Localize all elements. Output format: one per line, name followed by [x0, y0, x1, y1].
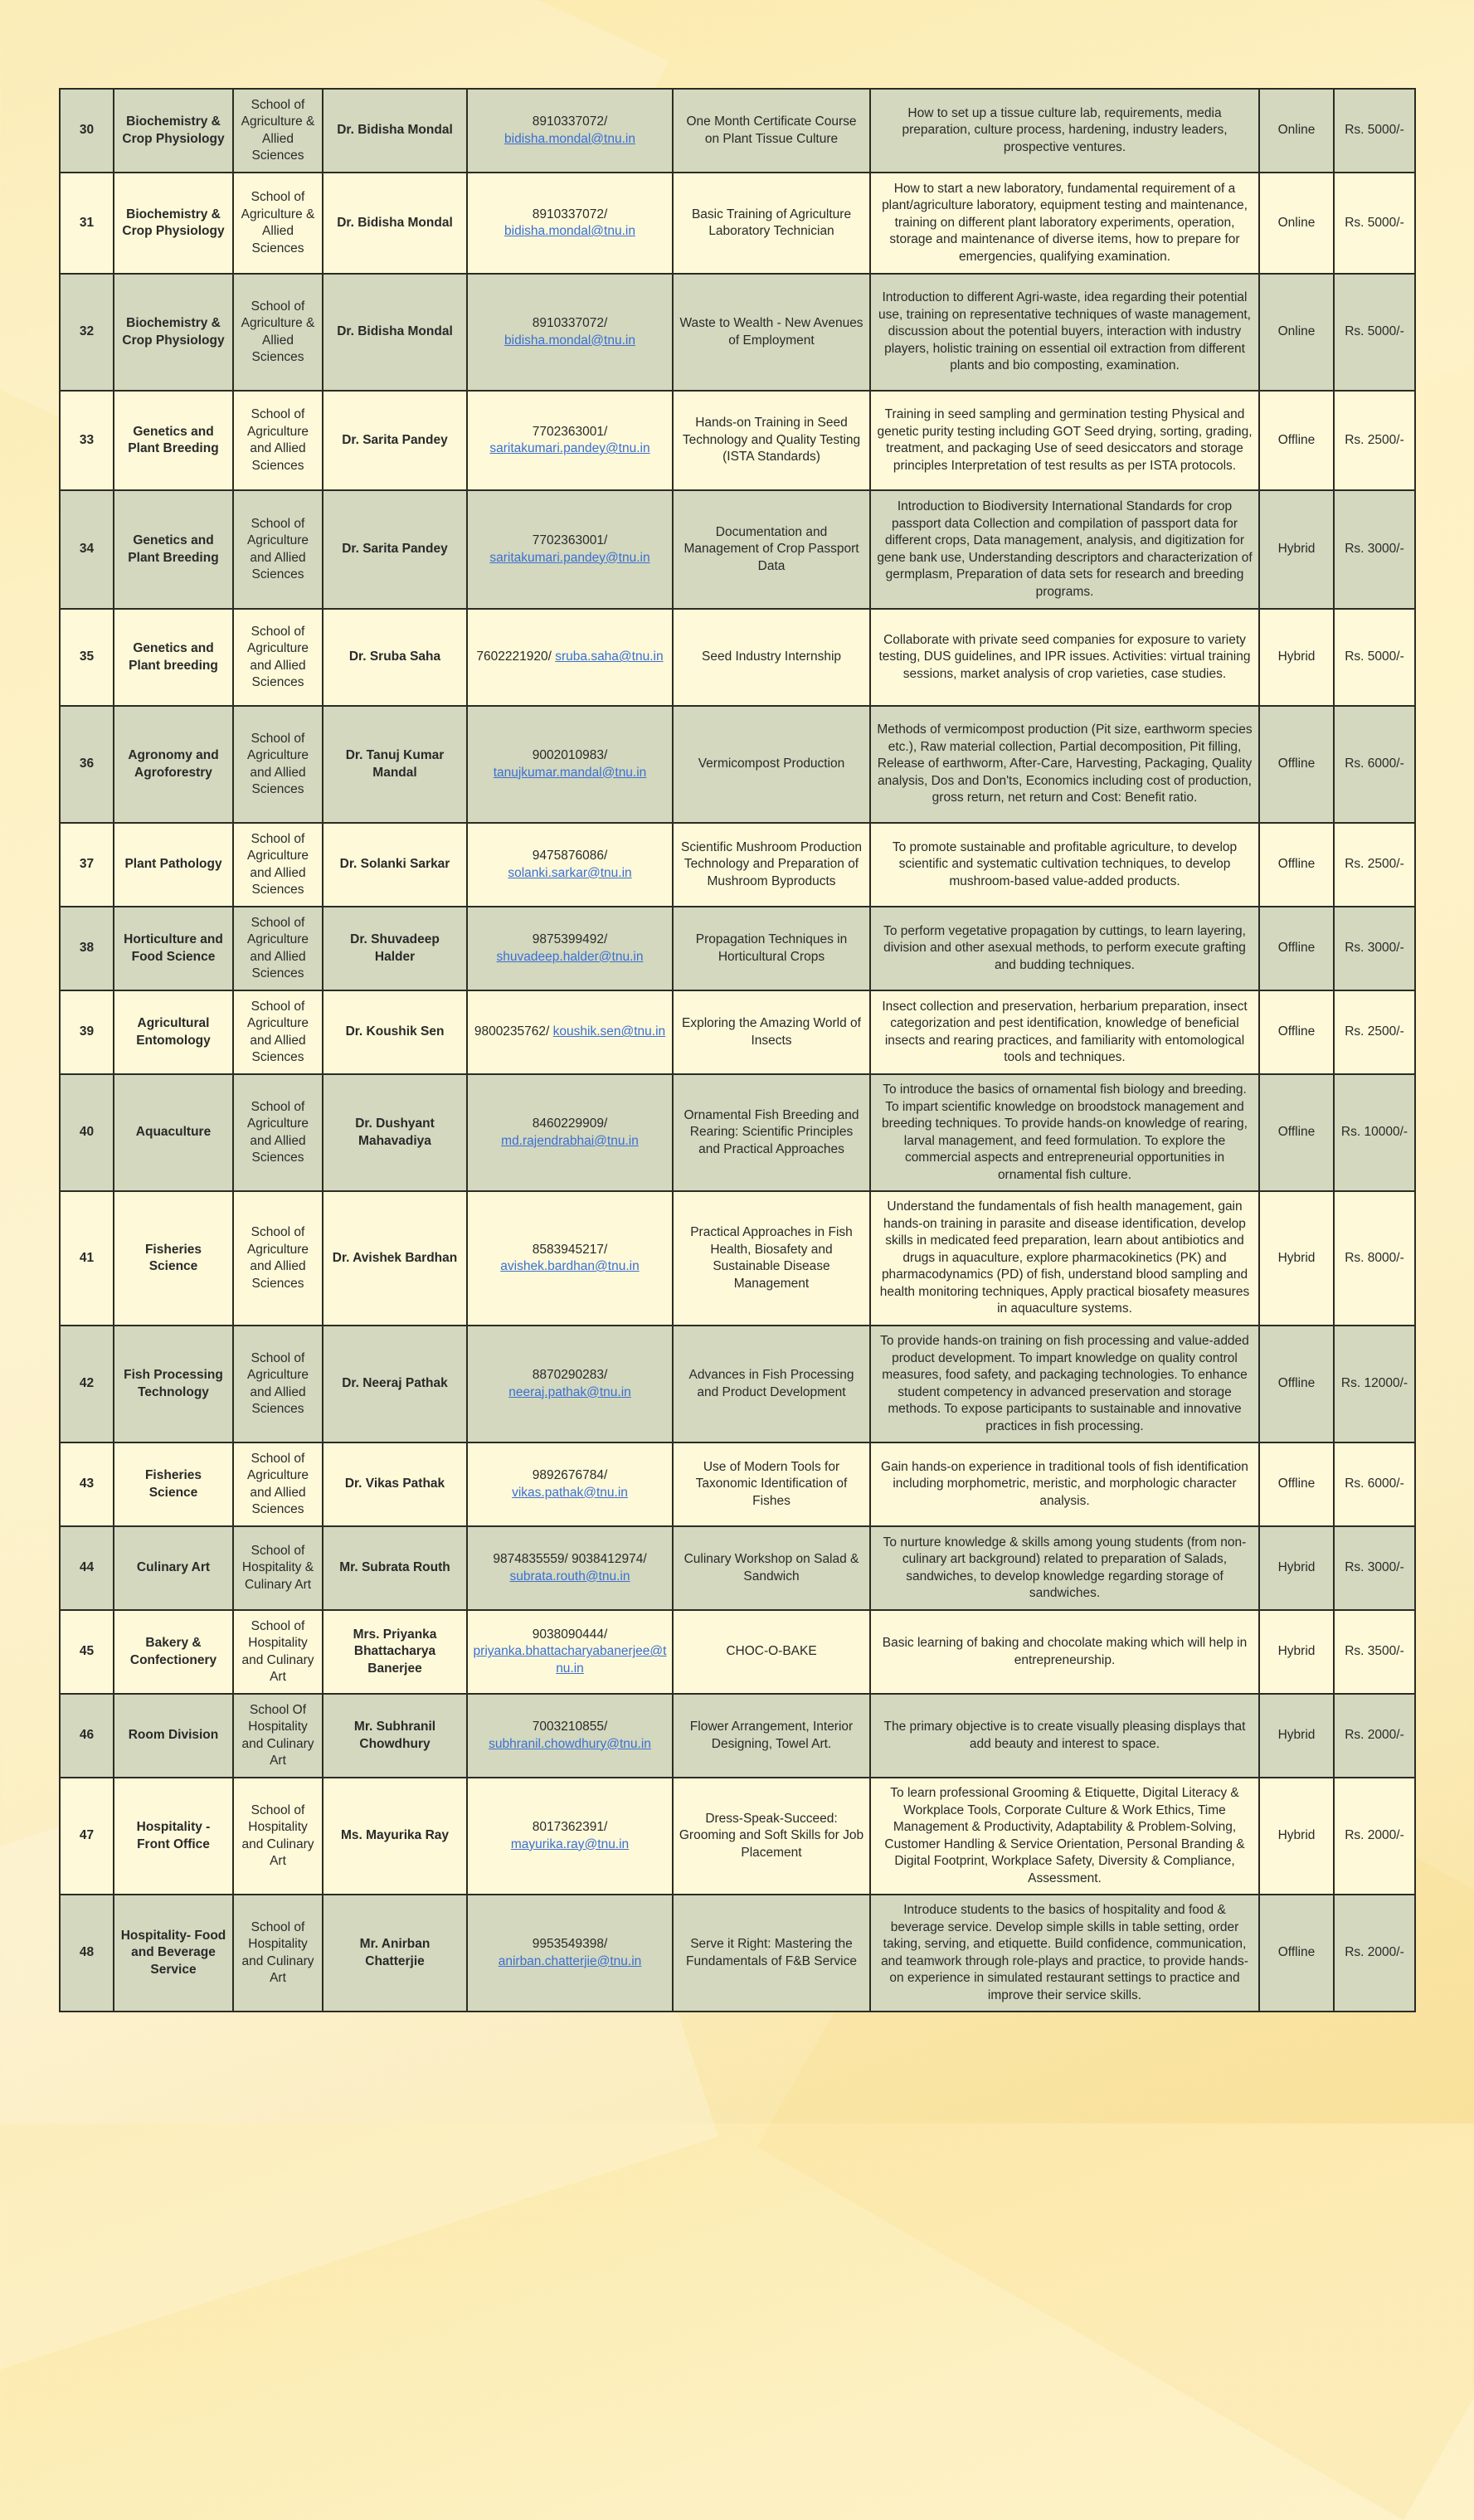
school-cell: School of Agriculture and Allied Sciences: [233, 391, 323, 490]
faculty-cell: Mrs. Priyanka Bhattacharya Banerjee: [323, 1610, 467, 1694]
school-cell: School Of Hospitality and Culinary Art: [233, 1694, 323, 1778]
table-row: [60, 490, 1415, 609]
department-cell: Fisheries Science: [114, 1191, 233, 1326]
fee-cell: Rs. 10000/-: [1334, 1074, 1415, 1191]
email-link[interactable]: neeraj.pathak@tnu.in: [508, 1384, 631, 1399]
course-description-cell: The primary objective is to create visually pleasing displays that add beauty and interest to space.: [870, 1694, 1259, 1778]
table-row: [60, 173, 1415, 274]
faculty-cell: Dr. Sruba Saha: [323, 609, 467, 706]
course-description-cell: To nurture knowledge & skills among young students (from non-culinary art background) related to preparation of Salads, sandwiches, to develop knowledge regarding storage of sandwiches.: [870, 1526, 1259, 1610]
table-row: [60, 990, 1415, 1074]
contact-cell: [467, 823, 673, 907]
faculty-cell: Dr. Neeraj Pathak: [323, 1326, 467, 1442]
faculty-cell: Dr. Tanuj Kumar Mandal: [323, 706, 467, 823]
phone-number: 8460229909/: [532, 1116, 608, 1131]
course-title-cell: Culinary Workshop on Salad & Sandwich: [673, 1526, 870, 1610]
phone-number: 9875399492/: [532, 932, 608, 946]
department-cell: Agricultural Entomology: [114, 990, 233, 1074]
contact-cell: [467, 173, 673, 274]
course-title-cell: Serve it Right: Mastering the Fundamentals of F&B Service: [673, 1895, 870, 2012]
mode-cell: Offline: [1259, 823, 1334, 907]
course-description-cell: Introduce students to the basics of hospitality and food & beverage service. Develop simple skills in table setting, order taking, serving, and etiquette. Build confidence, communication, and teamwork through role-plays and practice, to provide hands-on experience in simulated restaurant settings to practice and improve their service skills.: [870, 1895, 1259, 2012]
phone-number: 9002010983/: [532, 748, 608, 762]
row-number: 31: [60, 173, 114, 274]
course-description-cell: Introduction to Biodiversity International Standards for crop passport data Collection and compilation of passport data for different crops, Data management, analysis, and digitization for gene bank use, Understanding descriptors and characterization of germplasm, Preparation of data sets for research and breeding programs.: [870, 490, 1259, 609]
department-cell: Agronomy and Agroforestry: [114, 706, 233, 823]
fee-cell: Rs. 5000/-: [1334, 609, 1415, 706]
course-description-cell: Collaborate with private seed companies for exposure to variety testing, DUS guidelines, and IPR issues. Activities: virtual training sessions, market analysis of crop varieties, case studies.: [870, 609, 1259, 706]
course-title-cell: Exploring the Amazing World of Insects: [673, 990, 870, 1074]
school-cell: School of Agriculture and Allied Sciences: [233, 1191, 323, 1326]
fee-cell: Rs. 2500/-: [1334, 990, 1415, 1074]
row-number: 48: [60, 1895, 114, 2012]
school-cell: School of Hospitality and Culinary Art: [233, 1895, 323, 2012]
phone-number: 9953549398/: [532, 1937, 608, 1951]
mode-cell: Offline: [1259, 1326, 1334, 1442]
table-row: [60, 89, 1415, 173]
school-cell: School of Agriculture & Allied Sciences: [233, 274, 323, 391]
email-link[interactable]: avishek.bardhan@tnu.in: [500, 1259, 640, 1273]
course-title-cell: CHOC-O-BAKE: [673, 1610, 870, 1694]
contact-cell: [467, 1610, 673, 1694]
course-description-cell: How to set up a tissue culture lab, requirements, media preparation, culture process, hardening, industry leaders, prospective ventures.: [870, 89, 1259, 173]
row-number: 37: [60, 823, 114, 907]
course-description-cell: Gain hands-on experience in traditional tools of fish identification including morphometric, meristic, and morphologic character analysis.: [870, 1442, 1259, 1526]
mode-cell: Offline: [1259, 706, 1334, 823]
course-description-cell: Training in seed sampling and germination testing Physical and genetic purity testing including GOT Seed drying, sorting, grading, treatment, and packaging Use of seed desiccators and storage principles Interpretation of test results as per ISTA protocols.: [870, 391, 1259, 490]
department-cell: Biochemistry & Crop Physiology: [114, 274, 233, 391]
course-title-cell: Hands-on Training in Seed Technology and Quality Testing (ISTA Standards): [673, 391, 870, 490]
mode-cell: Online: [1259, 89, 1334, 173]
course-title-cell: Documentation and Management of Crop Passport Data: [673, 490, 870, 609]
department-cell: Culinary Art: [114, 1526, 233, 1610]
fee-cell: Rs. 2000/-: [1334, 1778, 1415, 1895]
email-link[interactable]: shuvadeep.halder@tnu.in: [496, 949, 644, 964]
mode-cell: Hybrid: [1259, 1191, 1334, 1326]
table-row: [60, 706, 1415, 823]
phone-number: 8910337072/: [532, 114, 608, 129]
department-cell: Aquaculture: [114, 1074, 233, 1191]
contact-cell: [467, 1442, 673, 1526]
faculty-cell: Dr. Avishek Bardhan: [323, 1191, 467, 1326]
fee-cell: Rs. 3000/-: [1334, 490, 1415, 609]
school-cell: School of Agriculture & Allied Sciences: [233, 173, 323, 274]
contact-cell: [467, 1526, 673, 1610]
courses-table: [59, 88, 1416, 2012]
fee-cell: Rs. 2000/-: [1334, 1895, 1415, 2012]
email-link[interactable]: md.rajendrabhai@tnu.in: [501, 1133, 639, 1148]
row-number: 36: [60, 706, 114, 823]
school-cell: School of Agriculture and Allied Sciences: [233, 1074, 323, 1191]
faculty-cell: Dr. Koushik Sen: [323, 990, 467, 1074]
email-link[interactable]: anirban.chatterjie@tnu.in: [498, 1953, 642, 1968]
email-link[interactable]: mayurika.ray@tnu.in: [510, 1836, 630, 1851]
row-number: 35: [60, 609, 114, 706]
mode-cell: Offline: [1259, 990, 1334, 1074]
course-title-cell: One Month Certificate Course on Plant Tissue Culture: [673, 89, 870, 173]
contact-cell: [467, 1074, 673, 1191]
contact-cell: [467, 490, 673, 609]
table-row: [60, 609, 1415, 706]
course-title-cell: Use of Modern Tools for Taxonomic Identification of Fishes: [673, 1442, 870, 1526]
course-description-cell: To perform vegetative propagation by cuttings, to learn layering, division and other asexual methods, to perform execute grafting and budding techniques.: [870, 907, 1259, 990]
contact-cell: [467, 89, 673, 173]
phone-number: 9874835559/ 9038412974/: [493, 1552, 647, 1566]
faculty-cell: Dr. Bidisha Mondal: [323, 173, 467, 274]
school-cell: School of Hospitality and Culinary Art: [233, 1778, 323, 1895]
contact-cell: [467, 907, 673, 990]
table-row: [60, 1610, 1415, 1694]
row-number: 30: [60, 89, 114, 173]
faculty-cell: Dr. Dushyant Mahavadiya: [323, 1074, 467, 1191]
row-number: 46: [60, 1694, 114, 1778]
fee-cell: Rs. 3000/-: [1334, 907, 1415, 990]
course-title-cell: Ornamental Fish Breeding and Rearing: Scientific Principles and Practical Approaches: [673, 1074, 870, 1191]
email-link[interactable]: koushik.sen@tnu.in: [552, 1024, 666, 1039]
table-row: [60, 1526, 1415, 1610]
department-cell: Biochemistry & Crop Physiology: [114, 173, 233, 274]
row-number: 34: [60, 490, 114, 609]
contact-cell: [467, 391, 673, 490]
mode-cell: Hybrid: [1259, 1610, 1334, 1694]
table-row: [60, 391, 1415, 490]
mode-cell: Offline: [1259, 1074, 1334, 1191]
contact-cell: [467, 1895, 673, 2012]
department-cell: Horticulture and Food Science: [114, 907, 233, 990]
mode-cell: Offline: [1259, 391, 1334, 490]
faculty-cell: Dr. Bidisha Mondal: [323, 89, 467, 173]
course-title-cell: Practical Approaches in Fish Health, Biosafety and Sustainable Disease Management: [673, 1191, 870, 1326]
row-number: 42: [60, 1326, 114, 1442]
department-cell: Bakery & Confectionery: [114, 1610, 233, 1694]
school-cell: School of Hospitality & Culinary Art: [233, 1526, 323, 1610]
table-row: [60, 1442, 1415, 1526]
row-number: 45: [60, 1610, 114, 1694]
department-cell: Genetics and Plant Breeding: [114, 391, 233, 490]
table-row: [60, 274, 1415, 391]
school-cell: School of Agriculture and Allied Sciences: [233, 490, 323, 609]
row-number: 44: [60, 1526, 114, 1610]
email-link[interactable]: saritakumari.pandey@tnu.in: [489, 550, 650, 565]
course-title-cell: Waste to Wealth - New Avenues of Employment: [673, 274, 870, 391]
faculty-cell: Dr. Sarita Pandey: [323, 391, 467, 490]
fee-cell: Rs. 5000/-: [1334, 274, 1415, 391]
email-link[interactable]: solanki.sarkar@tnu.in: [508, 865, 632, 880]
table-row: [60, 1895, 1415, 2012]
school-cell: School of Agriculture and Allied Sciences: [233, 907, 323, 990]
course-description-cell: Basic learning of baking and chocolate making which will help in entrepreneurship.: [870, 1610, 1259, 1694]
contact-cell: [467, 609, 673, 706]
school-cell: School of Agriculture and Allied Sciences: [233, 1326, 323, 1442]
table-row: [60, 1326, 1415, 1442]
fee-cell: Rs. 12000/-: [1334, 1326, 1415, 1442]
contact-cell: [467, 274, 673, 391]
course-description-cell: How to start a new laboratory, fundamental requirement of a plant/agriculture laboratory, equipment testing and maintenance, training on different plant laboratory experiments, operation, storage and maintenance of diverse items, how to prepare for emergencies, qualifying examination.: [870, 173, 1259, 274]
course-description-cell: Understand the fundamentals of fish health management, gain hands-on training in parasite and disease identification, develop skills in medicated feed preparation, learn about antibiotics and drugs in aquaculture, explore pharmacokinetics (PK) and pharmacodynamics (PD) of fish, understand blood sampling and health monitoring techniques, Apply practical biosafety measures in aquaculture systems.: [870, 1191, 1259, 1326]
fee-cell: Rs. 6000/-: [1334, 706, 1415, 823]
school-cell: School of Agriculture and Allied Sciences: [233, 1442, 323, 1526]
email-link[interactable]: bidisha.mondal@tnu.in: [504, 333, 635, 348]
phone-number: 8583945217/: [532, 1242, 608, 1257]
school-cell: School of Agriculture and Allied Sciences: [233, 990, 323, 1074]
phone-number: 8910337072/: [532, 207, 608, 221]
email-link[interactable]: vikas.pathak@tnu.in: [512, 1485, 628, 1500]
faculty-cell: Dr. Solanki Sarkar: [323, 823, 467, 907]
phone-number: 7602221920/: [476, 649, 552, 664]
course-title-cell: Dress-Speak-Succeed: Grooming and Soft Skills for Job Placement: [673, 1778, 870, 1895]
row-number: 39: [60, 990, 114, 1074]
mode-cell: Online: [1259, 274, 1334, 391]
email-link[interactable]: subhranil.chowdhury@tnu.in: [489, 1736, 651, 1751]
fee-cell: Rs. 2500/-: [1334, 823, 1415, 907]
phone-number: 8870290283/: [532, 1368, 608, 1382]
course-description-cell: Methods of vermicompost production (Pit size, earthworm species etc.), Raw material collection, Partial decomposition, Pit filling, Release of earthworm, After-Care, Harvesting, Packaging, Quality analysis, Dos and Don'ts, Economics including cost of production, gross return, net return and Cost: Benefit ratio.: [870, 706, 1259, 823]
mode-cell: Offline: [1259, 1442, 1334, 1526]
department-cell: Biochemistry & Crop Physiology: [114, 89, 233, 173]
faculty-cell: Dr. Sarita Pandey: [323, 490, 467, 609]
phone-number: 9038090444/: [532, 1627, 608, 1642]
row-number: 41: [60, 1191, 114, 1326]
table-row: [60, 1074, 1415, 1191]
table-row: [60, 907, 1415, 990]
phone-number: 9892676784/: [532, 1468, 608, 1482]
faculty-cell: Mr. Subrata Routh: [323, 1526, 467, 1610]
department-cell: Fish Processing Technology: [114, 1326, 233, 1442]
school-cell: School of Agriculture & Allied Sciences: [233, 89, 323, 173]
course-title-cell: Flower Arrangement, Interior Designing, Towel Art.: [673, 1694, 870, 1778]
fee-cell: Rs. 2500/-: [1334, 391, 1415, 490]
department-cell: Genetics and Plant Breeding: [114, 490, 233, 609]
course-description-cell: To provide hands-on training on fish processing and value-added product development. To impart knowledge on quality control measures, food safety, and packaging technologies. To enhance student competency in advanced preservation and storage methods. To expose participants to sustainable and innovative practices in fish processing.: [870, 1326, 1259, 1442]
school-cell: School of Agriculture and Allied Sciences: [233, 823, 323, 907]
row-number: 33: [60, 391, 114, 490]
fee-cell: Rs. 6000/-: [1334, 1442, 1415, 1526]
faculty-cell: Ms. Mayurika Ray: [323, 1778, 467, 1895]
department-cell: Hospitality - Front Office: [114, 1778, 233, 1895]
phone-number: 7702363001/: [532, 424, 608, 439]
mode-cell: Hybrid: [1259, 490, 1334, 609]
course-title-cell: Seed Industry Internship: [673, 609, 870, 706]
department-cell: Plant Pathology: [114, 823, 233, 907]
course-title-cell: Vermicompost Production: [673, 706, 870, 823]
row-number: 38: [60, 907, 114, 990]
email-link[interactable]: bidisha.mondal@tnu.in: [504, 131, 635, 146]
department-cell: Fisheries Science: [114, 1442, 233, 1526]
faculty-cell: Mr. Anirban Chatterjie: [323, 1895, 467, 2012]
email-link[interactable]: subrata.routh@tnu.in: [509, 1569, 630, 1584]
row-number: 40: [60, 1074, 114, 1191]
mode-cell: Hybrid: [1259, 1526, 1334, 1610]
course-description-cell: Insect collection and preservation, herbarium preparation, insect categorization and pest identification, knowledge of beneficial insects and rearing practices, and familiarity with entomological tools and techniques.: [870, 990, 1259, 1074]
row-number: 43: [60, 1442, 114, 1526]
fee-cell: Rs. 5000/-: [1334, 173, 1415, 274]
phone-number: 9800235762/: [474, 1024, 550, 1039]
fee-cell: Rs. 8000/-: [1334, 1191, 1415, 1326]
table-row: [60, 1694, 1415, 1778]
phone-number: 8017362391/: [532, 1820, 608, 1834]
department-cell: Genetics and Plant breeding: [114, 609, 233, 706]
faculty-cell: Dr. Shuvadeep Halder: [323, 907, 467, 990]
email-link[interactable]: tanujkumar.mandal@tnu.in: [493, 765, 647, 780]
mode-cell: Offline: [1259, 1895, 1334, 2012]
fee-cell: Rs. 2000/-: [1334, 1694, 1415, 1778]
contact-cell: [467, 1694, 673, 1778]
fee-cell: Rs. 5000/-: [1334, 89, 1415, 173]
course-title-cell: Scientific Mushroom Production Technology and Preparation of Mushroom Byproducts: [673, 823, 870, 907]
school-cell: School of Agriculture and Allied Sciences: [233, 609, 323, 706]
row-number: 47: [60, 1778, 114, 1895]
course-title-cell: Basic Training of Agriculture Laboratory Technician: [673, 173, 870, 274]
school-cell: School of Hospitality and Culinary Art: [233, 1610, 323, 1694]
mode-cell: Online: [1259, 173, 1334, 274]
mode-cell: Hybrid: [1259, 1694, 1334, 1778]
row-number: 32: [60, 274, 114, 391]
faculty-cell: Mr. Subhranil Chowdhury: [323, 1694, 467, 1778]
department-cell: Hospitality- Food and Beverage Service: [114, 1895, 233, 2012]
mode-cell: Offline: [1259, 907, 1334, 990]
email-link[interactable]: bidisha.mondal@tnu.in: [504, 224, 635, 238]
phone-number: 7702363001/: [532, 533, 608, 547]
department-cell: Room Division: [114, 1694, 233, 1778]
contact-cell: [467, 1778, 673, 1895]
fee-cell: Rs. 3500/-: [1334, 1610, 1415, 1694]
email-link[interactable]: priyanka.bhattacharyabanerjee@tnu.in: [473, 1644, 667, 1676]
fee-cell: Rs. 3000/-: [1334, 1526, 1415, 1610]
course-description-cell: To introduce the basics of ornamental fish biology and breeding. To impart scientific knowledge on broodstock management and breeding techniques. To provide hands-on knowledge of rearing, larval management, and feed formulation. To explore the commercial aspects and entrepreneurial opportunities in ornamental fish culture.: [870, 1074, 1259, 1191]
table-body: [60, 89, 1415, 2012]
table-row: [60, 823, 1415, 907]
faculty-cell: Dr. Bidisha Mondal: [323, 274, 467, 391]
course-description-cell: Introduction to different Agri-waste, idea regarding their potential use, training on representative techniques of waste management, discussion about the potential buyers, interaction with industry players, holistic training on essential oil extraction from different plants and bio composting, examination.: [870, 274, 1259, 391]
contact-cell: [467, 990, 673, 1074]
email-link[interactable]: saritakumari.pandey@tnu.in: [489, 441, 650, 455]
school-cell: School of Agriculture and Allied Sciences: [233, 706, 323, 823]
mode-cell: Hybrid: [1259, 1778, 1334, 1895]
course-description-cell: To promote sustainable and profitable agriculture, to develop scientific and systematic cultivation techniques, to develop mushroom-based value-added products.: [870, 823, 1259, 907]
course-title-cell: Advances in Fish Processing and Product Development: [673, 1326, 870, 1442]
contact-cell: [467, 1191, 673, 1326]
faculty-cell: Dr. Vikas Pathak: [323, 1442, 467, 1526]
mode-cell: Hybrid: [1259, 609, 1334, 706]
course-description-cell: To learn professional Grooming & Etiquette, Digital Literacy & Workplace Tools, Corporate Culture & Work Ethics, Time Management & Productivity, Adaptability & Problem-Solving, Customer Handling & Service Orientation, Personal Branding & Digital Footprint, Workplace Safety, Diversity & Compliance, Assessment.: [870, 1778, 1259, 1895]
phone-number: 7003210855/: [532, 1720, 608, 1734]
phone-number: 8910337072/: [532, 316, 608, 330]
email-link[interactable]: sruba.saha@tnu.in: [555, 649, 664, 664]
table-row: [60, 1778, 1415, 1895]
table-row: [60, 1191, 1415, 1326]
contact-cell: [467, 1326, 673, 1442]
contact-cell: [467, 706, 673, 823]
course-title-cell: Propagation Techniques in Horticultural Crops: [673, 907, 870, 990]
phone-number: 9475876086/: [532, 849, 608, 863]
